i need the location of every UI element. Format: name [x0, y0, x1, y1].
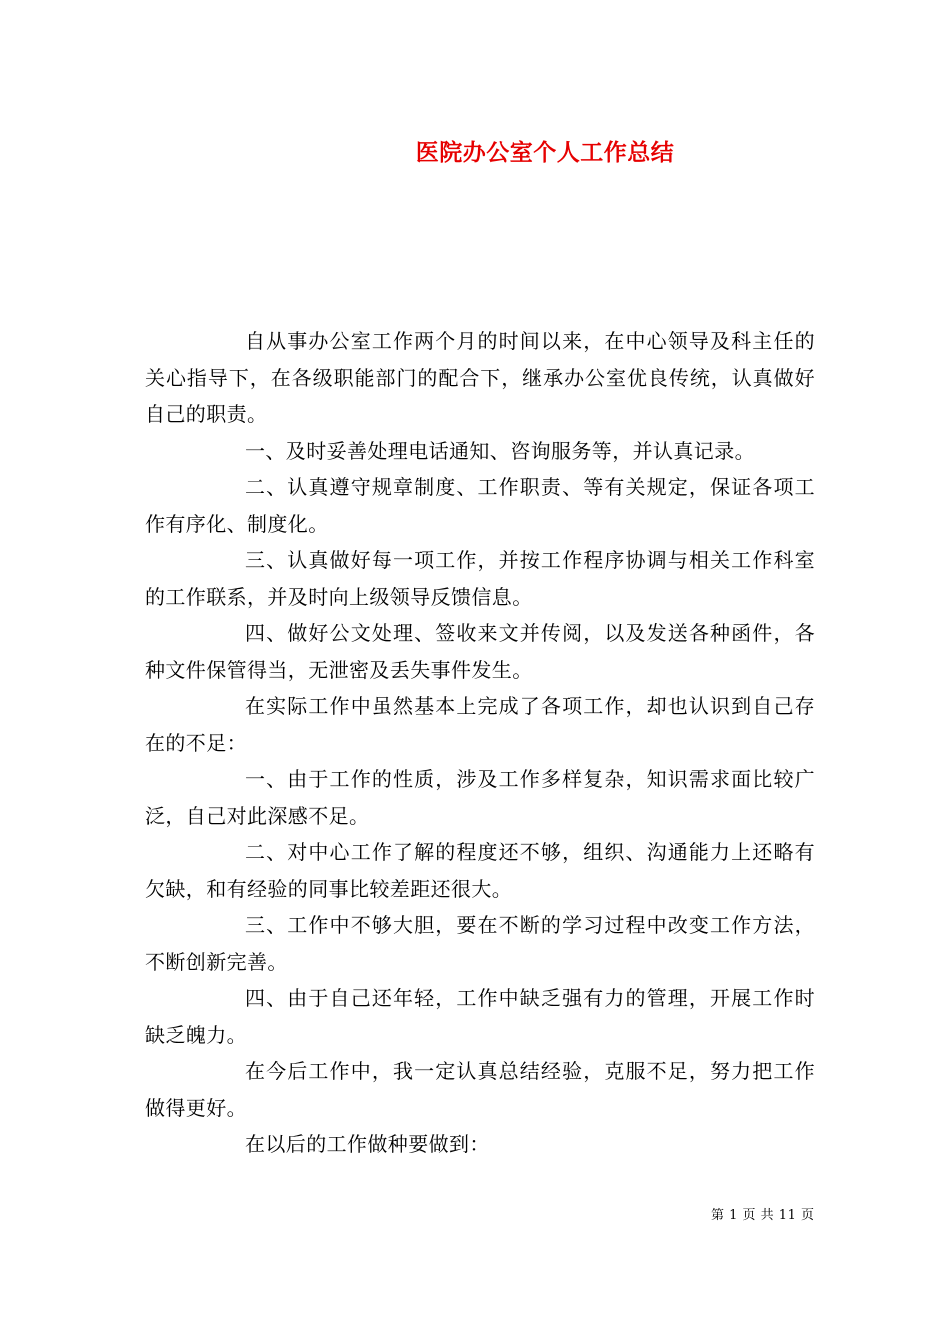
body-paragraph: 自从事办公室工作两个月的时间以来，在中心领导及科主任的关心指导下，在各级职能部门的配合下，继承办公室优良传统，认真做好自己的职责。	[145, 329, 815, 426]
body-paragraph: 二、认真遵守规章制度、工作职责、等有关规定，保证各项工作有序化、制度化。	[145, 475, 815, 536]
body-paragraph: 在以后的工作做种要做到：	[245, 1132, 490, 1156]
body-paragraph: 三、认真做好每一项工作，并按工作程序协调与相关工作科室的工作联系，并及时向上级领导反馈信息。	[145, 548, 815, 609]
body-paragraph: 在实际工作中虽然基本上完成了各项工作，却也认识到自己存在的不足：	[145, 694, 815, 755]
body-paragraph: 在今后工作中，我一定认真总结经验，克服不足，努力把工作做得更好。	[145, 1059, 815, 1120]
body-paragraph: 四、由于自己还年轻，工作中缺乏强有力的管理，开展工作时缺乏魄力。	[145, 986, 815, 1047]
body-paragraph: 一、及时妥善处理电话通知、咨询服务等，并认真记录。	[245, 438, 755, 463]
body-paragraph: 一、由于工作的性质，涉及工作多样复杂，知识需求面比较广泛，自己对此深感不足。	[145, 767, 815, 828]
document-title: 医院办公室个人工作总结	[415, 139, 675, 166]
document-body	[145, 323, 815, 1163]
body-paragraph: 二、对中心工作了解的程度还不够，组织、沟通能力上还略有欠缺，和有经验的同事比较差距还很大。	[145, 840, 815, 901]
page-number-footer: 第 1 页 共 11 页	[711, 1208, 815, 1223]
body-paragraph: 三、工作中不够大胆，要在不断的学习过程中改变工作方法，不断创新完善。	[145, 913, 815, 974]
body-paragraph: 四、做好公文处理、签收来文并传阅，以及发送各种函件，各种文件保管得当，无泄密及丢失事件发生。	[145, 621, 815, 682]
